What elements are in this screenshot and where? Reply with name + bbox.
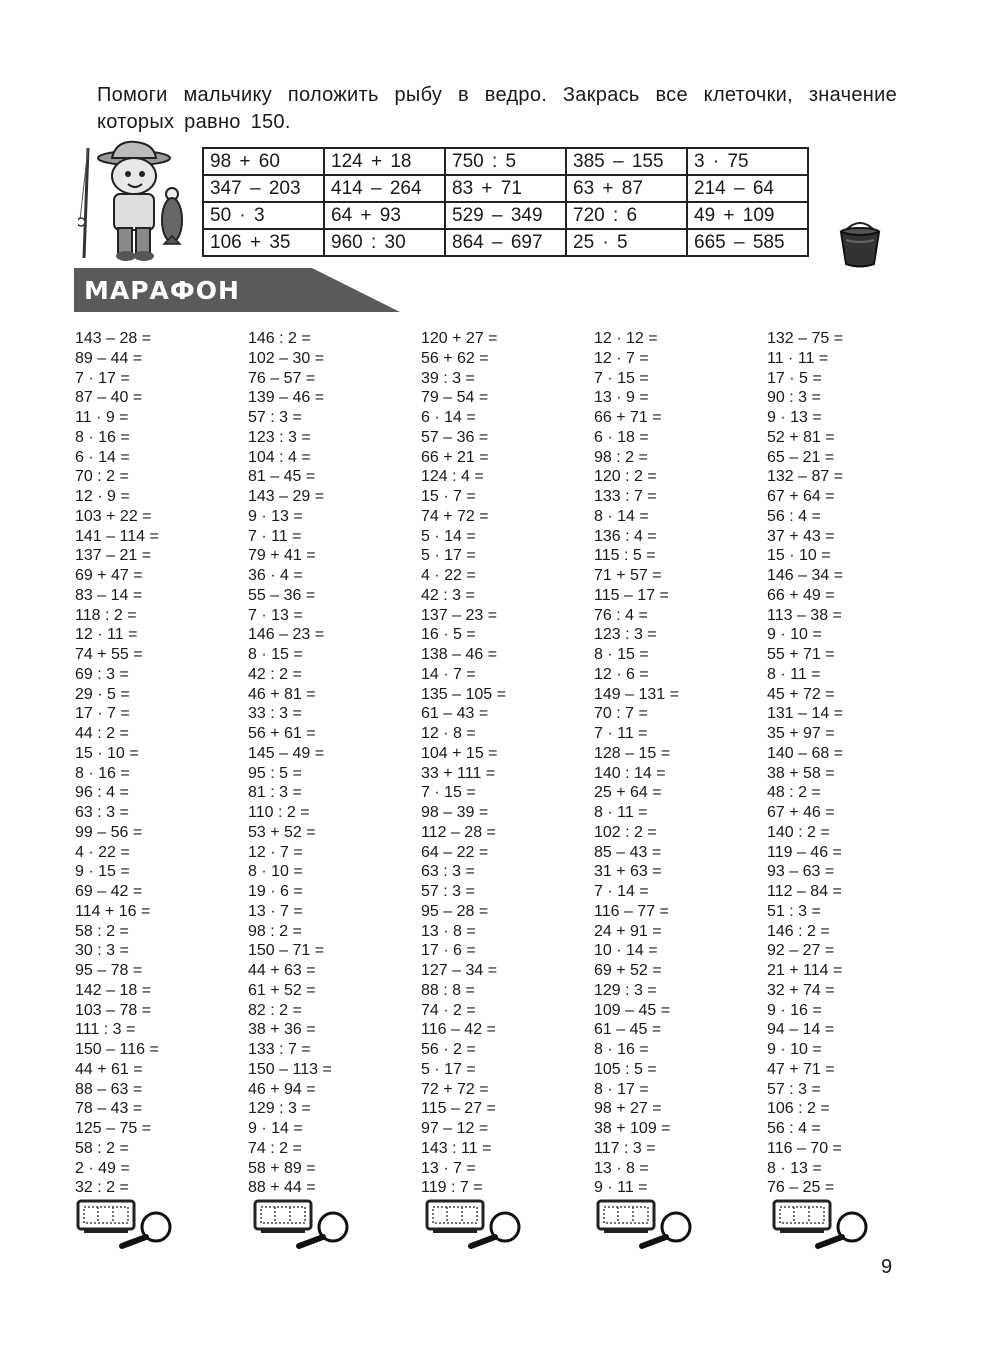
exercise-item: 138 – 46 = — [421, 646, 498, 663]
task-cell[interactable]: 864 – 697 — [445, 229, 566, 256]
exercise-item: 131 – 14 = — [767, 705, 844, 723]
task-table — [202, 147, 809, 257]
stopwatch-display-icon — [427, 1201, 483, 1233]
exercise-item: 109 – 45 = — [594, 1001, 671, 1019]
exercise-item: 17 · 5 = — [767, 369, 822, 387]
timer-magnifier-group — [772, 1199, 872, 1249]
exercise-item: 133 : 7 = — [594, 488, 657, 505]
exercise-item: 95 – 78 = — [75, 962, 143, 979]
exercise-item: 129 : 3 = — [248, 1100, 311, 1118]
task-row — [203, 229, 808, 256]
task-cell[interactable]: 414 – 264 — [324, 175, 445, 202]
exercise-item: 9 · 10 = — [767, 1041, 822, 1058]
exercise-item: 48 : 2 = — [767, 784, 821, 802]
exercise-item: 57 : 3 = — [767, 1080, 821, 1098]
exercise-item: 7 · 15 = — [421, 784, 476, 802]
exercise-item: 96 : 4 = — [75, 784, 129, 802]
exercise-column — [767, 329, 937, 1198]
exercise-item: 70 : 2 = — [75, 468, 129, 486]
exercise-item: 58 : 2 = — [75, 922, 129, 940]
task-cell[interactable]: 347 – 203 — [203, 175, 324, 202]
stopwatch-display-icon — [598, 1201, 654, 1233]
exercise-item: 74 + 55 = — [75, 646, 143, 663]
exercise-item: 8 · 11 = — [767, 665, 821, 683]
exercise-item: 5 · 17 = — [421, 547, 476, 565]
exercise-item: 12 · 12 = — [594, 330, 658, 347]
exercise-item: 38 + 109 = — [594, 1120, 671, 1137]
exercise-item: 74 + 72 = — [421, 507, 489, 525]
exercise-item: 139 – 46 = — [248, 389, 325, 407]
exercise-item: 95 : 5 = — [248, 764, 302, 782]
exercise-item: 36 · 4 = — [248, 567, 303, 584]
exercise-item: 29 · 5 = — [75, 685, 130, 703]
exercise-item: 79 – 54 = — [421, 389, 489, 407]
exercise-item: 111 : 3 = — [75, 1021, 136, 1039]
exercise-item: 98 + 27 = — [594, 1100, 662, 1118]
exercise-item: 67 + 46 = — [767, 804, 835, 821]
task-cell[interactable]: 106 + 35 — [203, 229, 324, 256]
exercise-item: 125 – 75 = — [75, 1120, 152, 1137]
exercise-item: 143 – 28 = — [75, 330, 152, 347]
exercise-item: 56 + 61 = — [248, 725, 316, 742]
exercise-item: 24 + 91 = — [594, 922, 662, 940]
exercise-item: 117 : 3 = — [594, 1139, 656, 1157]
exercise-item: 7 · 13 = — [248, 606, 303, 624]
exercise-item: 8 · 14 = — [594, 507, 649, 525]
exercise-item: 112 – 28 = — [421, 823, 496, 841]
exercise-item: 143 : 11 = — [421, 1139, 492, 1157]
exercise-item: 37 + 43 = — [767, 527, 835, 545]
exercise-item: 133 : 7 = — [248, 1041, 311, 1058]
exercise-item: 15 · 10 = — [767, 547, 831, 565]
exercise-item: 4 · 22 = — [421, 567, 476, 584]
exercise-item: 79 + 41 = — [248, 547, 316, 565]
exercise-item: 87 – 40 = — [75, 389, 143, 407]
exercise-item: 44 : 2 = — [75, 725, 129, 742]
exercise-item: 120 : 2 = — [594, 468, 657, 486]
exercise-item: 30 : 3 = — [75, 942, 129, 960]
task-row — [203, 202, 808, 229]
exercise-item: 7 · 11 = — [248, 527, 302, 545]
exercise-item: 69 + 47 = — [75, 567, 143, 584]
exercise-item: 146 – 23 = — [248, 626, 325, 644]
exercise-item: 132 – 75 = — [767, 330, 844, 347]
exercise-item: 12 · 7 = — [594, 349, 649, 367]
exercise-item: 81 – 45 = — [248, 468, 316, 486]
exercise-item: 56 · 2 = — [421, 1041, 476, 1058]
exercise-item: 94 – 14 = — [767, 1021, 835, 1039]
exercise-item: 127 – 34 = — [421, 962, 498, 979]
exercise-item: 13 · 7 = — [248, 902, 303, 920]
exercise-item: 63 : 3 = — [75, 804, 129, 821]
exercise-item: 98 – 39 = — [421, 804, 489, 821]
exercise-item: 97 – 12 = — [421, 1120, 489, 1137]
exercise-item: 53 + 52 = — [248, 823, 316, 841]
exercise-column — [421, 329, 591, 1198]
exercise-item: 13 · 8 = — [594, 1159, 649, 1177]
exercise-item: 104 : 4 = — [248, 448, 311, 466]
exercise-item: 98 : 2 = — [594, 448, 648, 466]
exercise-item: 9 · 13 = — [767, 409, 822, 426]
exercise-item: 8 · 15 = — [594, 646, 649, 663]
exercise-item: 42 : 3 = — [421, 586, 475, 604]
exercise-item: 118 : 2 = — [75, 606, 137, 624]
exercise-item: 135 – 105 = — [421, 685, 506, 703]
exercise-item: 15 · 10 = — [75, 744, 139, 762]
exercise-item: 38 + 36 = — [248, 1021, 316, 1039]
exercise-item: 4 · 22 = — [75, 843, 130, 861]
exercise-item: 9 · 10 = — [767, 626, 822, 644]
exercise-item: 88 – 63 = — [75, 1080, 143, 1098]
exercise-column — [594, 329, 764, 1198]
task-cell[interactable]: 124 + 18 — [324, 148, 445, 175]
exercise-item: 8 · 15 = — [248, 646, 303, 663]
exercise-item: 67 + 64 = — [767, 488, 835, 505]
task-row — [203, 175, 808, 202]
exercise-item: 46 + 81 = — [248, 685, 316, 703]
exercise-column — [248, 329, 418, 1198]
exercise-item: 110 : 2 = — [248, 804, 310, 821]
exercise-item: 45 + 72 = — [767, 685, 835, 703]
task-cell[interactable]: 83 + 71 — [445, 175, 566, 202]
exercise-item: 8 · 17 = — [594, 1080, 649, 1098]
exercise-item: 137 – 23 = — [421, 606, 498, 624]
exercise-item: 146 : 2 = — [248, 330, 311, 347]
exercise-item: 85 – 43 = — [594, 843, 662, 861]
exercise-item: 7 · 11 = — [594, 725, 648, 742]
task-cell[interactable]: 49 + 109 — [687, 202, 808, 229]
exercise-item: 76 : 4 = — [594, 606, 648, 624]
exercise-item: 116 – 70 = — [767, 1139, 842, 1157]
exercise-item: 78 – 43 = — [75, 1100, 143, 1118]
exercise-item: 88 + 44 = — [248, 1179, 316, 1197]
exercise-item: 69 – 42 = — [75, 883, 143, 900]
exercise-item: 76 – 57 = — [248, 369, 316, 387]
exercise-item: 120 + 27 = — [421, 330, 498, 347]
exercise-item: 136 : 4 = — [594, 527, 657, 545]
exercise-item: 15 · 7 = — [421, 488, 476, 505]
exercise-item: 150 – 116 = — [75, 1041, 159, 1058]
exercise-item: 102 – 30 = — [248, 349, 325, 367]
exercise-item: 105 : 5 = — [594, 1060, 657, 1078]
exercise-item: 33 + 111 = — [421, 764, 496, 782]
exercise-item: 104 + 15 = — [421, 744, 498, 762]
task-cell[interactable]: 214 – 64 — [687, 175, 808, 202]
exercise-item: 8 · 13 = — [767, 1159, 822, 1177]
exercise-item: 112 – 84 = — [767, 883, 842, 900]
exercise-item: 150 – 113 = — [248, 1060, 332, 1078]
exercise-item: 69 + 52 = — [594, 962, 662, 979]
exercise-item: 119 : 7 = — [421, 1179, 483, 1197]
task-cell[interactable]: 529 – 349 — [445, 202, 566, 229]
exercise-item: 9 · 15 = — [75, 863, 130, 881]
exercise-item: 99 – 56 = — [75, 823, 143, 841]
exercise-item: 70 : 7 = — [594, 705, 648, 723]
exercise-item: 146 : 2 = — [767, 922, 830, 940]
exercise-item: 63 : 3 = — [421, 863, 475, 881]
task-cell[interactable]: 3 · 75 — [687, 148, 808, 175]
exercise-item: 115 – 17 = — [594, 586, 669, 604]
stopwatch-display-icon — [774, 1201, 830, 1233]
exercise-item: 58 : 2 = — [75, 1139, 129, 1157]
exercise-item: 12 · 7 = — [248, 843, 303, 861]
exercise-item: 12 · 11 = — [75, 626, 138, 644]
exercise-item: 12 · 8 = — [421, 725, 476, 742]
task-cell[interactable]: 64 + 93 — [324, 202, 445, 229]
exercise-item: 10 · 14 = — [594, 942, 658, 960]
task-cell[interactable]: 50 · 3 — [203, 202, 324, 229]
bucket-icon — [838, 220, 882, 268]
exercise-item: 35 + 97 = — [767, 725, 835, 742]
exercise-item: 9 · 13 = — [248, 507, 303, 525]
exercise-item: 58 + 89 = — [248, 1159, 316, 1177]
exercise-item: 129 : 3 = — [594, 981, 657, 999]
exercise-item: 64 – 22 = — [421, 843, 489, 861]
task-cell[interactable]: 385 – 155 — [566, 148, 687, 175]
exercise-item: 132 – 87 = — [767, 468, 844, 486]
exercise-item: 140 : 14 = — [594, 764, 666, 782]
exercise-item: 17 · 7 = — [75, 705, 130, 723]
exercise-item: 13 · 8 = — [421, 922, 476, 940]
exercise-item: 38 + 58 = — [767, 764, 835, 782]
exercise-item: 7 · 15 = — [594, 369, 649, 387]
exercise-item: 9 · 11 = — [594, 1179, 648, 1197]
exercise-item: 115 : 5 = — [594, 547, 656, 565]
exercise-item: 71 + 57 = — [594, 567, 662, 584]
exercise-item: 8 · 16 = — [75, 764, 130, 782]
exercise-item: 21 + 114 = — [767, 962, 843, 979]
exercise-item: 140 : 2 = — [767, 823, 830, 841]
exercise-item: 123 : 3 = — [594, 626, 657, 644]
exercise-item: 90 : 3 = — [767, 389, 821, 407]
exercise-item: 137 – 21 = — [75, 547, 152, 565]
exercise-item: 92 – 27 = — [767, 942, 835, 960]
exercise-item: 5 · 14 = — [421, 527, 476, 545]
exercise-item: 69 : 3 = — [75, 665, 129, 683]
exercise-item: 66 + 49 = — [767, 586, 835, 604]
exercise-item: 14 · 7 = — [421, 665, 476, 683]
exercise-item: 8 · 11 = — [594, 804, 648, 821]
stopwatch-display-icon — [78, 1201, 134, 1233]
exercise-item: 47 + 71 = — [767, 1060, 835, 1078]
exercise-item: 116 – 77 = — [594, 902, 669, 920]
exercise-item: 56 : 4 = — [767, 507, 821, 525]
task-cell[interactable]: 720 : 6 — [566, 202, 687, 229]
exercise-item: 149 – 131 = — [594, 685, 679, 703]
exercise-item: 12 · 6 = — [594, 665, 649, 683]
exercise-item: 57 : 3 = — [248, 409, 302, 426]
exercise-item: 11 · 9 = — [75, 409, 129, 426]
task-instruction: Помоги мальчику положить рыбу в ведро. Закрась все клеточки, значение которых равно 150. — [97, 84, 897, 133]
exercise-item: 12 · 9 = — [75, 488, 130, 505]
exercise-item: 17 · 6 = — [421, 942, 476, 960]
task-cell[interactable]: 750 : 5 — [445, 148, 566, 175]
exercise-item: 95 – 28 = — [421, 902, 489, 920]
exercise-item: 51 : 3 = — [767, 902, 821, 920]
exercise-item: 44 + 63 = — [248, 962, 316, 979]
exercise-item: 106 : 2 = — [767, 1100, 830, 1118]
exercise-item: 32 : 2 = — [75, 1179, 129, 1197]
exercise-item: 8 · 16 = — [75, 428, 130, 446]
exercise-item: 81 : 3 = — [248, 784, 302, 802]
exercise-item: 145 – 49 = — [248, 744, 325, 762]
exercise-item: 8 · 16 = — [594, 1041, 649, 1058]
task-cell[interactable]: 63 + 87 — [566, 175, 687, 202]
exercise-item: 52 + 81 = — [767, 428, 835, 446]
exercise-item: 128 – 15 = — [594, 744, 671, 762]
exercise-item: 143 – 29 = — [248, 488, 325, 505]
exercise-item: 7 · 14 = — [594, 883, 649, 900]
exercise-item: 16 · 5 = — [421, 626, 476, 644]
exercise-item: 44 + 61 = — [75, 1060, 143, 1078]
exercise-item: 103 – 78 = — [75, 1001, 152, 1019]
exercise-item: 115 – 27 = — [421, 1100, 496, 1118]
exercise-item: 56 : 4 = — [767, 1120, 821, 1137]
exercise-item: 46 + 94 = — [248, 1080, 316, 1098]
exercise-item: 124 : 4 = — [421, 468, 484, 486]
exercise-item: 65 – 21 = — [767, 448, 835, 466]
exercise-item: 74 : 2 = — [248, 1139, 302, 1157]
exercise-item: 2 · 49 = — [75, 1159, 130, 1177]
timer-magnifier-group — [76, 1199, 176, 1249]
exercise-item: 19 · 6 = — [248, 883, 303, 900]
exercise-item: 141 – 114 = — [75, 527, 159, 545]
exercise-item: 98 : 2 = — [248, 922, 302, 940]
exercise-item: 5 · 17 = — [421, 1060, 476, 1078]
page-number: 9 — [881, 1256, 893, 1278]
exercise-item: 39 : 3 = — [421, 369, 475, 387]
exercise-item: 142 – 18 = — [75, 981, 152, 999]
exercise-item: 55 – 36 = — [248, 586, 316, 604]
exercise-item: 116 – 42 = — [421, 1021, 496, 1039]
stopwatch-display-icon — [255, 1201, 311, 1233]
exercise-item: 93 – 63 = — [767, 863, 835, 881]
section-title: МАРАФОН — [84, 276, 240, 305]
exercise-item: 82 : 2 = — [248, 1001, 302, 1019]
exercise-item: 13 · 7 = — [421, 1159, 476, 1177]
exercise-item: 6 · 14 = — [421, 409, 476, 426]
exercise-item: 61 + 52 = — [248, 981, 316, 999]
exercise-item: 61 – 45 = — [594, 1021, 662, 1039]
exercise-item: 66 + 71 = — [594, 409, 662, 426]
task-cell[interactable]: 98 + 60 — [203, 148, 324, 175]
exercise-item: 74 · 2 = — [421, 1001, 476, 1019]
exercise-item: 113 – 38 = — [767, 606, 842, 624]
exercise-item: 13 · 9 = — [594, 389, 649, 407]
fishing-boy-icon — [78, 140, 188, 262]
exercise-item: 7 · 17 = — [75, 369, 130, 387]
exercise-item: 76 – 25 = — [767, 1179, 835, 1197]
exercise-item: 9 · 14 = — [248, 1120, 303, 1137]
exercise-item: 140 – 68 = — [767, 744, 844, 762]
exercise-item: 89 – 44 = — [75, 349, 143, 367]
exercise-item: 103 + 22 = — [75, 507, 152, 525]
timer-magnifier-group — [253, 1199, 353, 1249]
exercise-item: 11 · 11 = — [767, 349, 829, 367]
exercise-item: 123 : 3 = — [248, 428, 311, 446]
exercise-item: 66 + 21 = — [421, 448, 489, 466]
exercise-item: 150 – 71 = — [248, 942, 325, 960]
exercise-item: 8 · 10 = — [248, 863, 303, 881]
exercise-item: 83 – 14 = — [75, 586, 143, 604]
task-cell[interactable]: 665 – 585 — [687, 229, 808, 256]
timer-magnifier-group — [596, 1199, 696, 1249]
exercise-item: 9 · 16 = — [767, 1001, 822, 1019]
exercise-item: 88 : 8 = — [421, 981, 475, 999]
exercise-item: 25 + 64 = — [594, 784, 662, 802]
exercise-item: 102 : 2 = — [594, 823, 657, 841]
timer-magnifier-group — [425, 1199, 525, 1249]
task-cell[interactable]: 25 · 5 — [566, 229, 687, 256]
task-row — [203, 148, 808, 175]
exercise-item: 114 + 16 = — [75, 902, 151, 920]
exercise-item: 6 · 18 = — [594, 428, 649, 446]
task-cell[interactable]: 960 : 30 — [324, 229, 445, 256]
exercise-item: 31 + 63 = — [594, 863, 662, 881]
exercise-item: 6 · 14 = — [75, 448, 130, 466]
exercise-column — [75, 329, 245, 1198]
exercise-item: 57 – 36 = — [421, 428, 489, 446]
exercise-item: 33 : 3 = — [248, 705, 302, 723]
exercise-item: 42 : 2 = — [248, 665, 302, 683]
exercise-item: 56 + 62 = — [421, 349, 489, 367]
exercise-item: 72 + 72 = — [421, 1080, 489, 1098]
exercise-item: 61 – 43 = — [421, 705, 489, 723]
exercise-item: 55 + 71 = — [767, 646, 835, 663]
exercise-item: 146 – 34 = — [767, 567, 844, 584]
exercise-item: 57 : 3 = — [421, 883, 475, 900]
exercise-item: 119 – 46 = — [767, 843, 842, 861]
exercise-item: 32 + 74 = — [767, 981, 835, 999]
